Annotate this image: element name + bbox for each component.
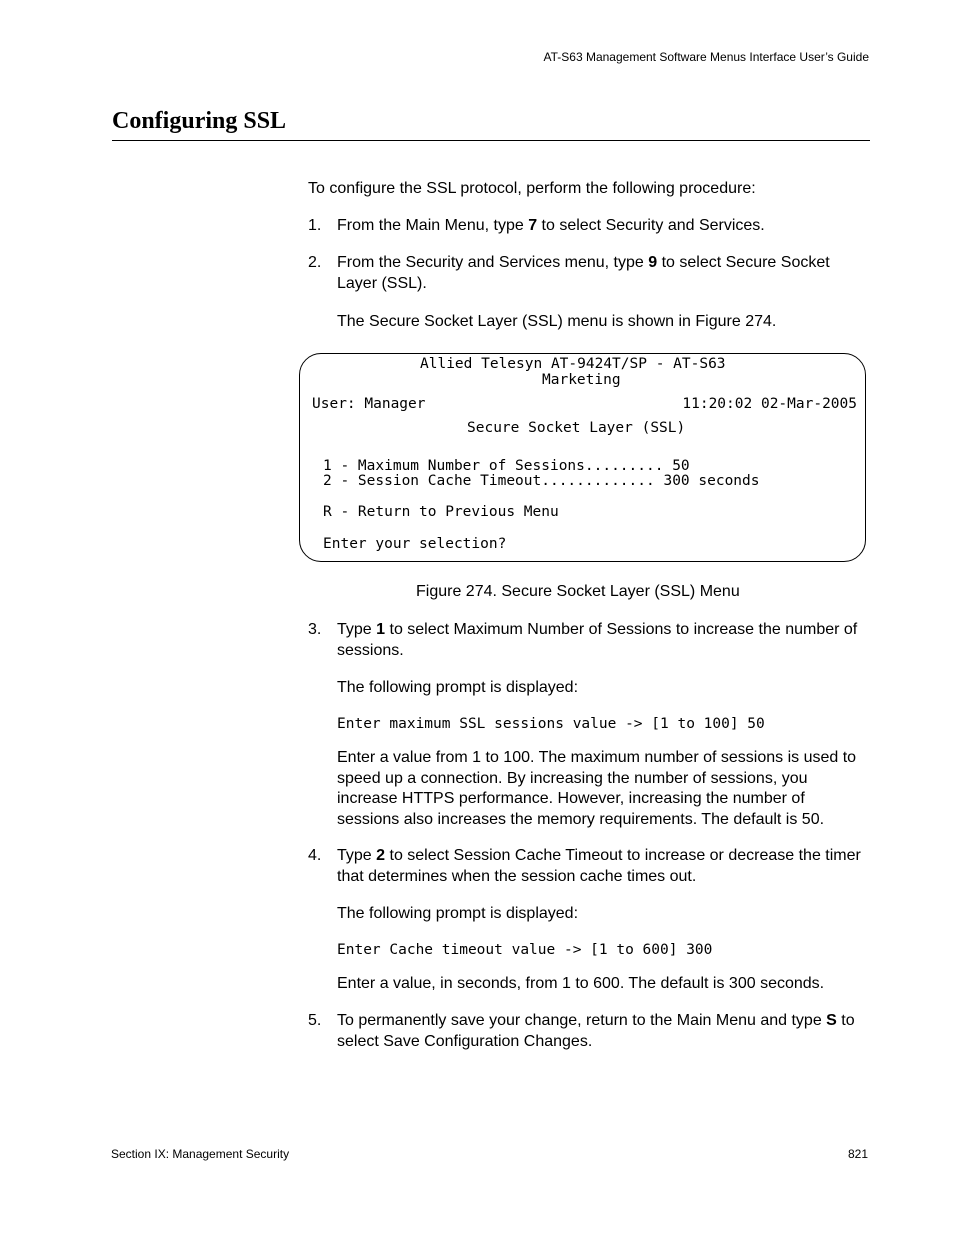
step-text: From the Security and Services menu, type 9 to select Secure Socket Layer (SSL).	[337, 254, 830, 292]
screen-user-line: User: Manager	[312, 396, 426, 412]
step-number: 3.	[308, 621, 322, 638]
step-4-prompt-code: Enter Cache timeout value -> [1 to 600] 300	[337, 942, 713, 958]
screen-option-2: 2 - Session Cache Timeout............. 300 seconds	[323, 473, 760, 489]
page-number: 821	[847, 1147, 868, 1161]
intro-text: To configure the SSL protocol, perform the following procedure:	[308, 180, 756, 197]
step-2-note: The Secure Socket Layer (SSL) menu is shown in Figure 274.	[337, 313, 777, 330]
step-text: To permanently save your change, return to the Main Menu and type S to select Save Configuration Changes.	[337, 1012, 855, 1050]
step-3-detail: Enter a value from 1 to 100. The maximum number of sessions is used to speed up a connection. By increasing the number of sessions, you increase HTTPS performance. However, increasing the number of sessions also increases the memory requirements. The default is 50.	[337, 749, 857, 828]
screen-prompt: Enter your selection?	[323, 536, 507, 552]
screen-device-line: Allied Telesyn AT-9424T/SP - AT-S63	[420, 356, 726, 372]
step-3-prompt-code: Enter maximum SSL sessions value -> [1 to 100] 50	[337, 716, 765, 732]
section-title: Configuring SSL	[112, 108, 287, 134]
screen-option-1: 1 - Maximum Number of Sessions......... 50	[323, 458, 690, 474]
step-3-prompt-note: The following prompt is displayed:	[337, 679, 579, 696]
screen-datetime: 11:20:02 02-Mar-2005	[682, 396, 857, 412]
step-number: 2.	[308, 254, 322, 271]
step-text: Type 2 to select Session Cache Timeout to increase or decrease the timer that determines when the session cache times out.	[337, 847, 861, 885]
running-header: AT-S63 Management Software Menus Interface User’s Guide	[543, 50, 869, 64]
step-4-detail: Enter a value, in seconds, from 1 to 600. The default is 300 seconds.	[337, 975, 825, 992]
step-number: 5.	[308, 1012, 322, 1029]
title-rule	[112, 140, 870, 141]
figure-caption: Figure 274. Secure Socket Layer (SSL) Menu	[416, 583, 740, 600]
step-4-prompt-note: The following prompt is displayed:	[337, 905, 579, 922]
step-text: From the Main Menu, type 7 to select Security and Services.	[337, 217, 765, 234]
footer-section: Section IX: Management Security	[111, 1147, 290, 1161]
terminal-screen-figure	[299, 353, 866, 562]
screen-menu-title: Secure Socket Layer (SSL)	[467, 420, 686, 436]
screen-location-line: Marketing	[542, 372, 621, 388]
step-text: Type 1 to select Maximum Number of Sessions to increase the number of sessions.	[337, 621, 858, 659]
step-number: 4.	[308, 847, 322, 864]
step-number: 1.	[308, 217, 322, 234]
screen-option-return: R - Return to Previous Menu	[323, 504, 559, 520]
